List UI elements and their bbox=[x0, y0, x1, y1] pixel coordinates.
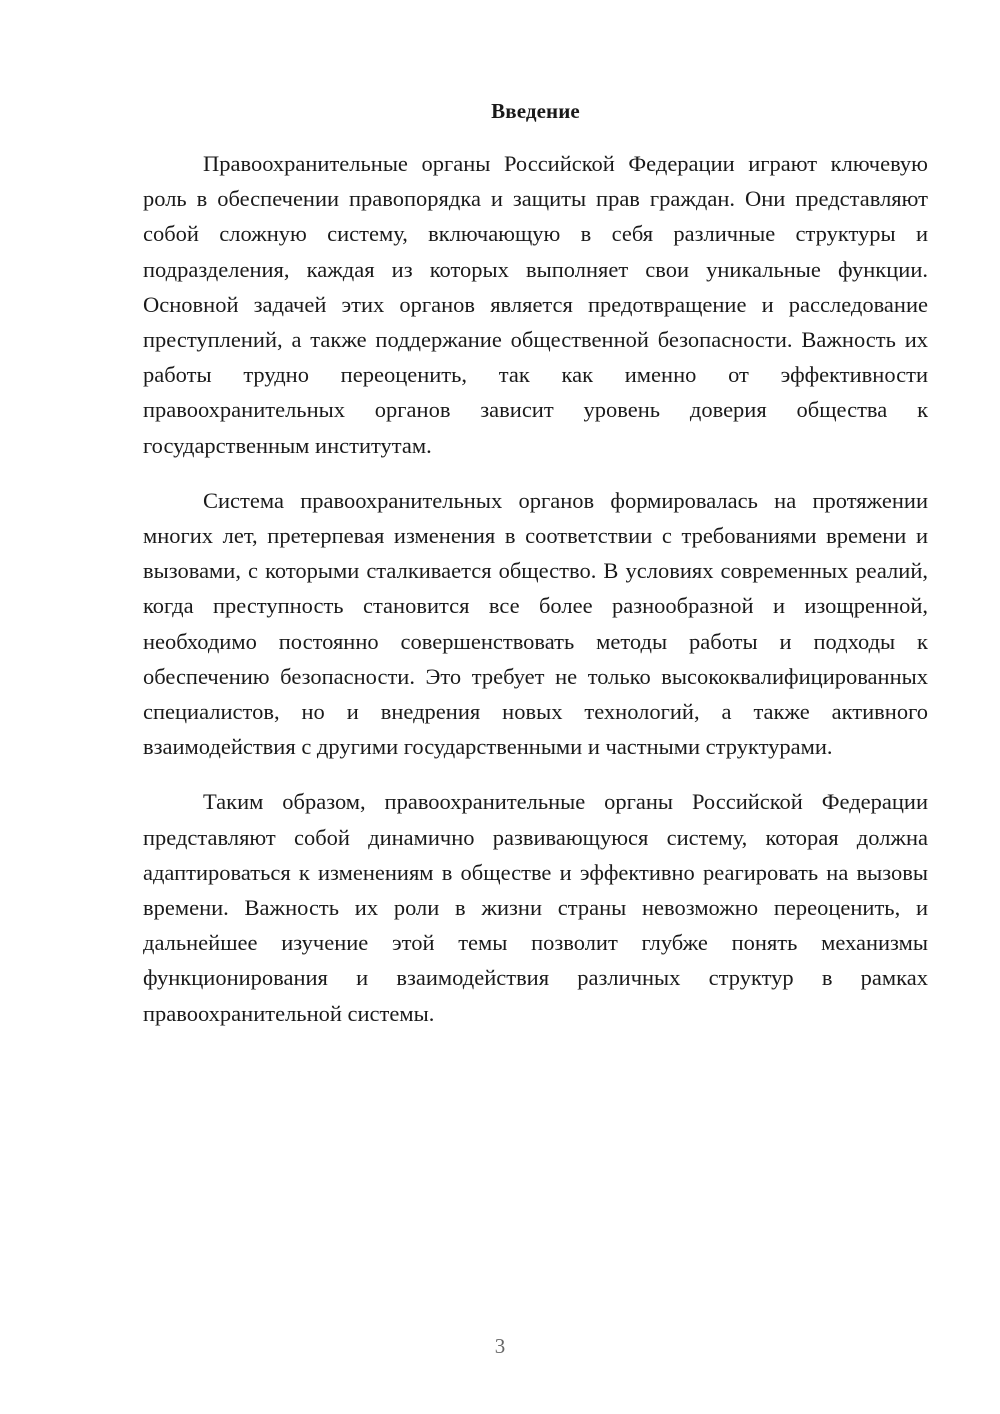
paragraph-1: Правоохранительные органы Российской Федерации играют ключевую роль в обеспечении правопорядка и защиты прав граждан. Они представляют собой сложную систему, включающую в себя различные структуры и подразделения, каждая из которых выполняет свои уникальные функции. Основной задачей этих органов является предотвращение и расследование преступлений, а также поддержание общественной безопасности. Важность их работы трудно переоценить, так как именно от эффективности правоохранительных органов зависит уровень доверия общества к государственным институтам. bbox=[143, 151, 928, 458]
page-number: 3 bbox=[494, 1334, 506, 1358]
paragraph-3: Таким образом, правоохранительные органы Российской Федерации представляют собой динамично развивающуюся систему, которая должна адаптироваться к изменениям в обществе и эффективно реагировать на вызовы времени. Важность их роли в жизни страны невозможно переоценить, и дальнейшее изучение этой темы позволит глубже понять механизмы функционирования и взаимодействия различных структур в рамках правоохранительной системы. bbox=[143, 789, 928, 1026]
section-title: Введение bbox=[491, 99, 580, 123]
paragraph-2: Система правоохранительных органов формировалась на протяжении многих лет, претерпевая изменения в соответствии с требованиями времени и вызовами, с которыми сталкивается общество. В условиях современных реалий, когда преступность становится все более разнообразной и изощренной, необходимо постоянно совершенствовать методы работы и подходы к обеспечению безопасности. Это требует не только высококвалифицированных специалистов, но и внедрения новых технологий, а также активного взаимодействия с другими государственными и частными структурами. bbox=[143, 487, 928, 760]
page-content bbox=[143, 96, 928, 1051]
